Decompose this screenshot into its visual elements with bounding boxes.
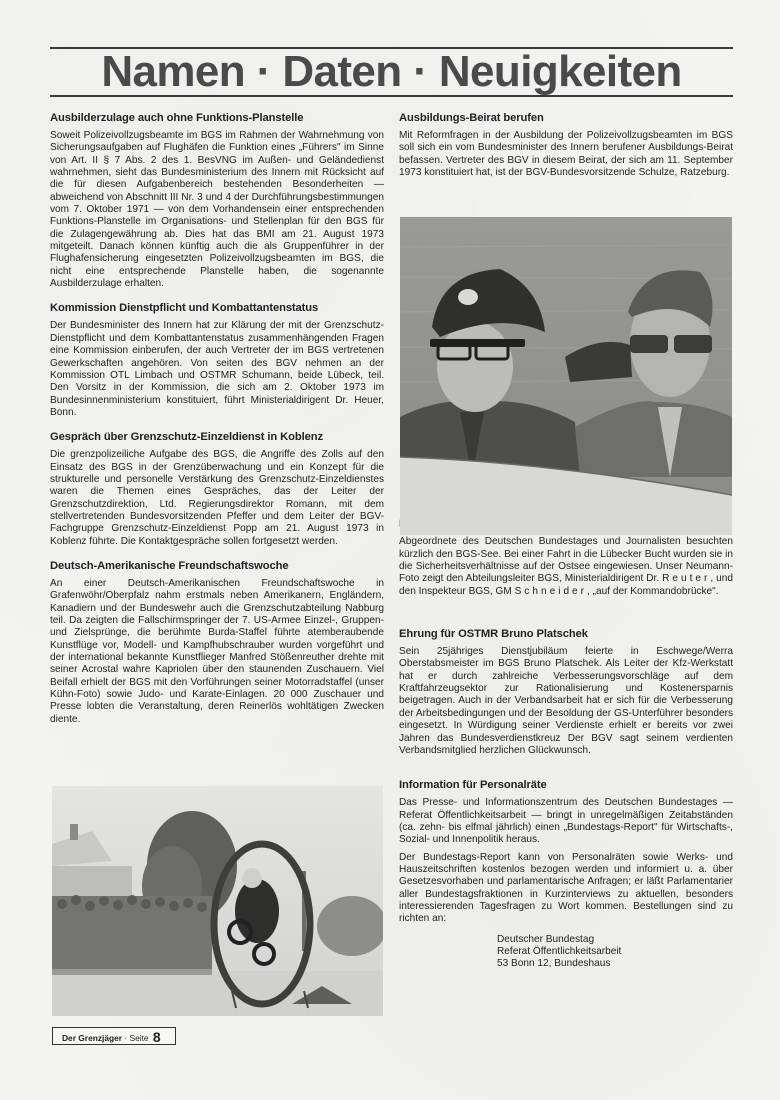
article-heading: Ausbilderzulage auch ohne Funktions-Planstelle [50, 112, 304, 124]
article-body: Soweit Polizeivollzugsbeamte im BGS im Rahmen der Wahrnehmung von Sicherungsaufgaben auf Flughäfen die Funktion eines „Führers" im Sinne von Art. II § 7 Abs. 2 des 1. BesVNG im Außen- und Geländedienst wahrnehmen, sieht das Bundesministerium des Innern mit Rücksicht auf die für diesen Aufgabenbereich bestehenden Besonderheiten — abweichend von Abschnitt III Nr. 3 und 4 der Durchführungsbestimmungen vom 7. Oktober 1971 — von dem Vorhandensein einer entsprechenden Funktions-Planstelle im Organisations- und Stellenplan für den BGS für die Zulagengewährung ab. Dies hat das BMI am 21. August 1973 mitgeteilt. Danach können künftig auch die als Gruppenführer in der Flughafensicherung eingesetzten Polizeivollzugsbeamten im BGS, die nicht eine entsprechende Planstelle haben, die sogenannte Ausbilderzulage erhalten. [50, 130, 384, 290]
article-heading: Information für Personalräte [399, 779, 547, 792]
motorcycle-jump-photo [52, 786, 383, 1016]
page-number: 8 [152, 1029, 161, 1045]
footer-separator: · [124, 1033, 128, 1043]
article-body: An einer Deutsch-Amerikanischen Freundschaftswoche in Grafenwöhr/Oberpfalz nahm erstmals neben Amerikanern, Engländern, Kanadiern und der Bundeswehr auch die Grenzschutzabteilung Nabburg teil. Da zeigten die Fallschirmspringer der 7. US-Armee Einzel-, Gruppen- und Zielsprünge, die berühmte Burda-Staffel führte atemberaubende Kunstflüge vor, Modell- und Kampfhubschrauber wurden vorgeführt und der international bekannte Kunstflieger Manfred Stößenreuther drehte mit seiner Acrostal wahre Kapriolen über den staunenden Zuschauern. Viel Beifall erhielt der BGS mit den Vorführungen seiner Motorradstaffel (unser Kühn-Foto) sowie Judo- und Karate-Einlagen. 20 000 Zuschauer und Presse lobten die Veranstaltung, deren Reinerlös wohltätigen Zwecken diente. [50, 577, 384, 725]
motorcycle-photo-image [52, 786, 383, 1016]
left-column [50, 112, 384, 726]
masthead [50, 47, 733, 97]
command-bridge-photo-image [400, 217, 732, 535]
article-body: Mit Reformfragen in der Ausbildung der Polizeivollzugsbeamten im BGS soll sich ein vom Bundesminister des Innern berufener Ausbildungs-Beirat befassen. Vertreter des BGV in diesem Beirat, der sich am 11. September 1973 konstituiert hat, ist der BGV-Bundesvorsitzende Schulze, Ratzeburg. [399, 130, 733, 179]
article-ausbildungs-beirat [399, 112, 733, 179]
article-heading: Ehrung für OSTMR Bruno Platschek [399, 628, 588, 641]
article-body: Sein 25jähriges Dienstjubiläum feierte in Eschwege/Werra Oberstabsmeister im BGS Bruno Platschek. Als Leiter der Kfz-Werkstatt hat er durch zahlreiche Verbesserungsvorschläge auf dem Kraftfahrzeugsektor zur Rationalisierung und Kostenersparnis beigetragen. Auch in der Verbandsarbeit hat er sich für die Verbesserung der Arbeitsbedingungen und der Besoldung der GS-Unterführer besonders eingesetzt. In Würdigung seiner Verdienste erhielt er bereits vor zwei Jahren das Bundesverdienstkreuz Der BGV sagt seinem verdienten Verbandsmitglied herzlichen Glückwunsch. [399, 646, 733, 756]
name-schneider: Schneider [514, 585, 588, 597]
article-body: Die grenzpolizeiliche Aufgabe des BGS, die Angriffe des Zolls auf den Einsatz des BGS in der Grenzüberwachung und ein Konzept für die strukturelle und personelle Verstärkung des Grenzschutz-Einzeldienstes waren die Themen eines Gespräches, das der Leiter der Grenzschutzdirektion, Ltd. Regierungsdirektor Romann, mit dem stellvertretenden Bundesvorsitzenden Pfeffer und dem Leiter der BGV-Fachgruppe Grenzschutz-Einzeldienst Popp am 21. August 1973 in Koblenz führte. Die Kontaktgespräche sollen fortgesetzt werden. [50, 449, 384, 547]
address-line: 53 Bonn 12, Bundeshaus [497, 958, 611, 970]
publication-name: Der Grenzjäger [62, 1033, 123, 1043]
masthead-title: Namen · Daten · Neuigkeiten [101, 47, 682, 96]
article-body: Das Presse- und Informationszentrum des Deutschen Bundestages — Referat Öffentlichkeitsarbeit — bringt in unregelmäßigen Zeitabständen (ca. zehn- bis elfmal jährlich) einen „Bundestags-Report" für Wirtschafts-, Sozial- und Innenpolitik heraus. [399, 797, 733, 846]
name-reuter: Reuter [662, 573, 711, 585]
article-heading: Kommission Dienstpflicht und Kombattantenstatus [50, 302, 319, 315]
command-bridge-photo [400, 217, 732, 535]
address-line: Referat Öffentlichkeitsarbeit [497, 946, 622, 958]
address-line: Deutscher Bundestag [497, 933, 595, 945]
article-kommission [50, 302, 384, 419]
page-footer [52, 1027, 176, 1045]
article-body: Der Bundesminister des Innern hat zur Klärung der mit der Grenzschutz-Dienstpflicht und dem Kombattantenstatus zusammenhängenden Fragen eine Kommission einberufen, der auch Vertreter der im BGS vertretenen Gewerkschaften angehören. Von seiten des BGV nehmen an der Kommission OTL Limbach und OSTMR Schumann, beide Lübeck, teil. Den Vorsitz in der Kommission, die sich am 2. Oktober 1973 im Bundesinnenministerium konstituiert, führt Ministerialdirigent Dr. Heuer, Bonn. [50, 320, 384, 418]
article-gespraech-koblenz [50, 431, 384, 548]
mailing-address [497, 934, 733, 971]
article-ausbilderzulage [50, 112, 384, 290]
article-information-personalraete [399, 779, 733, 971]
article-body: Der Bundestags-Report kann von Personalräten sowie Werks- und Hauszeitschriften kostenlos bezogen werden und informiert u. a. über Gesetzesvorhaben und parlamentarische Anfragen; er läßt Parlamentarier aller Bundestagsfraktionen in Kurzinterviews zu aktuellen, besonders interessierenden Tagesfragen zu Wort kommen. Bestellungen sind zu richten an: [399, 851, 733, 925]
page-label: Seite [129, 1033, 149, 1043]
article-heading: Gespräch über Grenzschutz-Einzeldienst in Koblenz [50, 431, 323, 444]
article-freundschaftswoche [50, 560, 384, 726]
article-body: Abgeordnete des Deutschen Bundestages und Journalisten besuchten kürzlich den BGS-See. Bei einer Fahrt in die Lübecker Bucht wurden sie in die Sicherheitsverhältnisse auf der Ostsee eingewiesen. Unser Neumann-Foto zeigt den Abteilungsleiter BGS, Ministerialdirigent Dr. Reuter, und den Inspekteur BGS, GM Schneider, „auf der Kommandobrücke". [399, 536, 733, 597]
article-heading: Deutsch-Amerikanische Freundschaftswoche [50, 559, 289, 572]
article-heading: Ausbildungs-Beirat berufen [399, 112, 544, 124]
article-ehrung-platschek [399, 628, 733, 757]
